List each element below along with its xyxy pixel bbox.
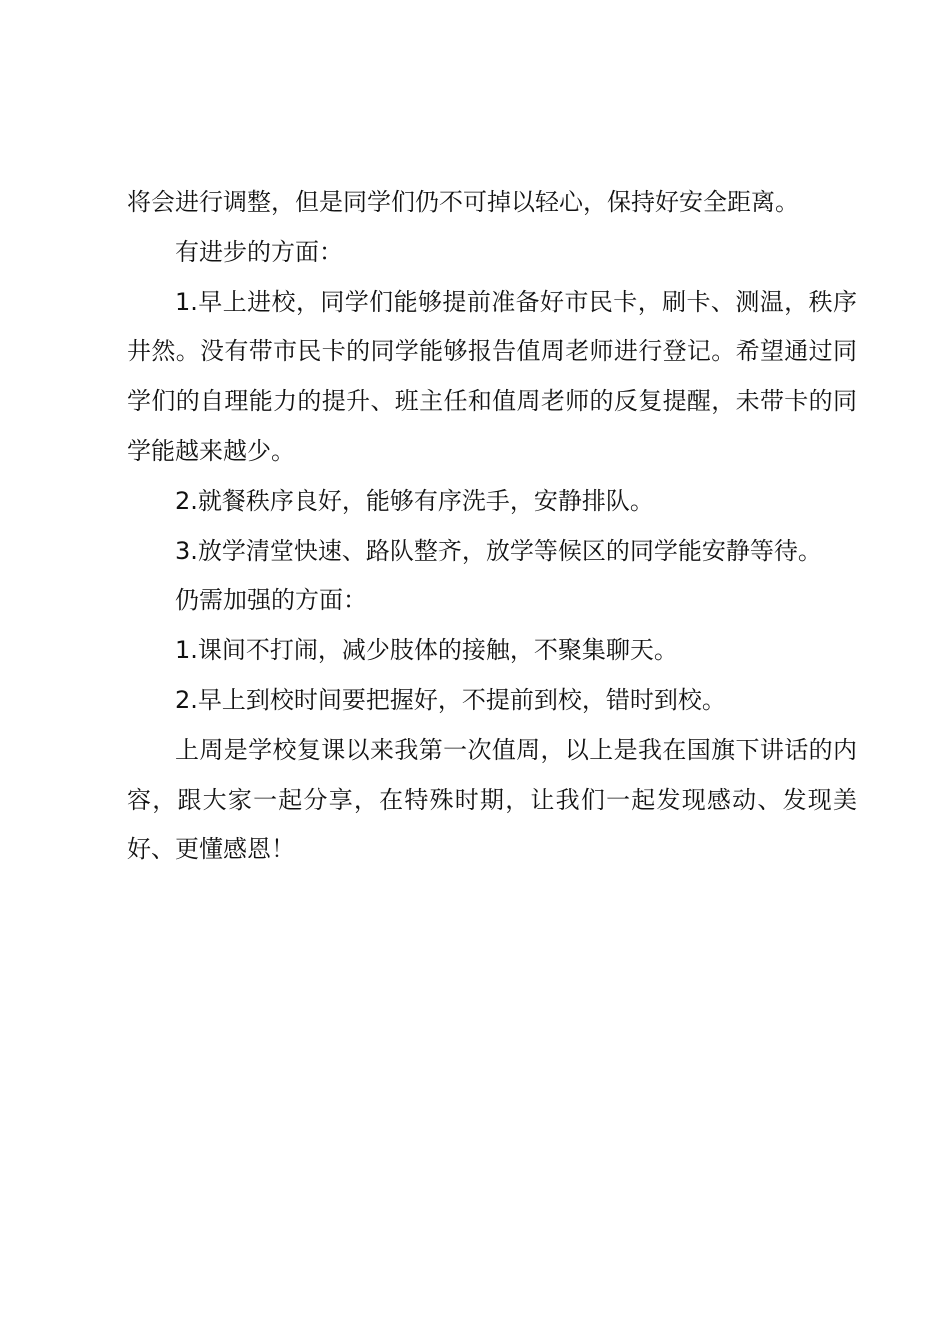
progress-item-1: 1.早上进校，同学们能够提前准备好市民卡，刷卡、测温，秩序井然。没有带市民卡的同学能够报告值周老师进行登记。希望通过同学们的自理能力的提升、班主任和值周老师的反复提醒，未带卡的同学能越来越少。 [127, 287, 857, 465]
improve-item-2: 2.早上到校时间要把握好，不提前到校，错时到校。 [175, 685, 726, 714]
progress-item-3: 3.放学清堂快速、路队整齐，放学等候区的同学能安静等待。 [175, 536, 822, 565]
heading-progress: 有进步的方面： [175, 237, 343, 266]
improve-item-1: 1.课间不打闹，减少肢体的接触，不聚集聊天。 [175, 636, 678, 665]
heading-improve: 仍需加强的方面： [175, 586, 367, 615]
document-body [127, 178, 857, 875]
closing-paragraph: 上周是学校复课以来我第一次值周，以上是我在国旗下讲话的内容，跟大家一起分享，在特殊时期，让我们一起发现感动、发现美好、更懂感恩！ [127, 735, 857, 864]
paragraph-continuation: 将会进行调整，但是同学们仍不可掉以轻心，保持好安全距离。 [127, 188, 799, 216]
progress-item-2: 2.就餐秩序良好，能够有序洗手，安静排队。 [175, 486, 654, 515]
